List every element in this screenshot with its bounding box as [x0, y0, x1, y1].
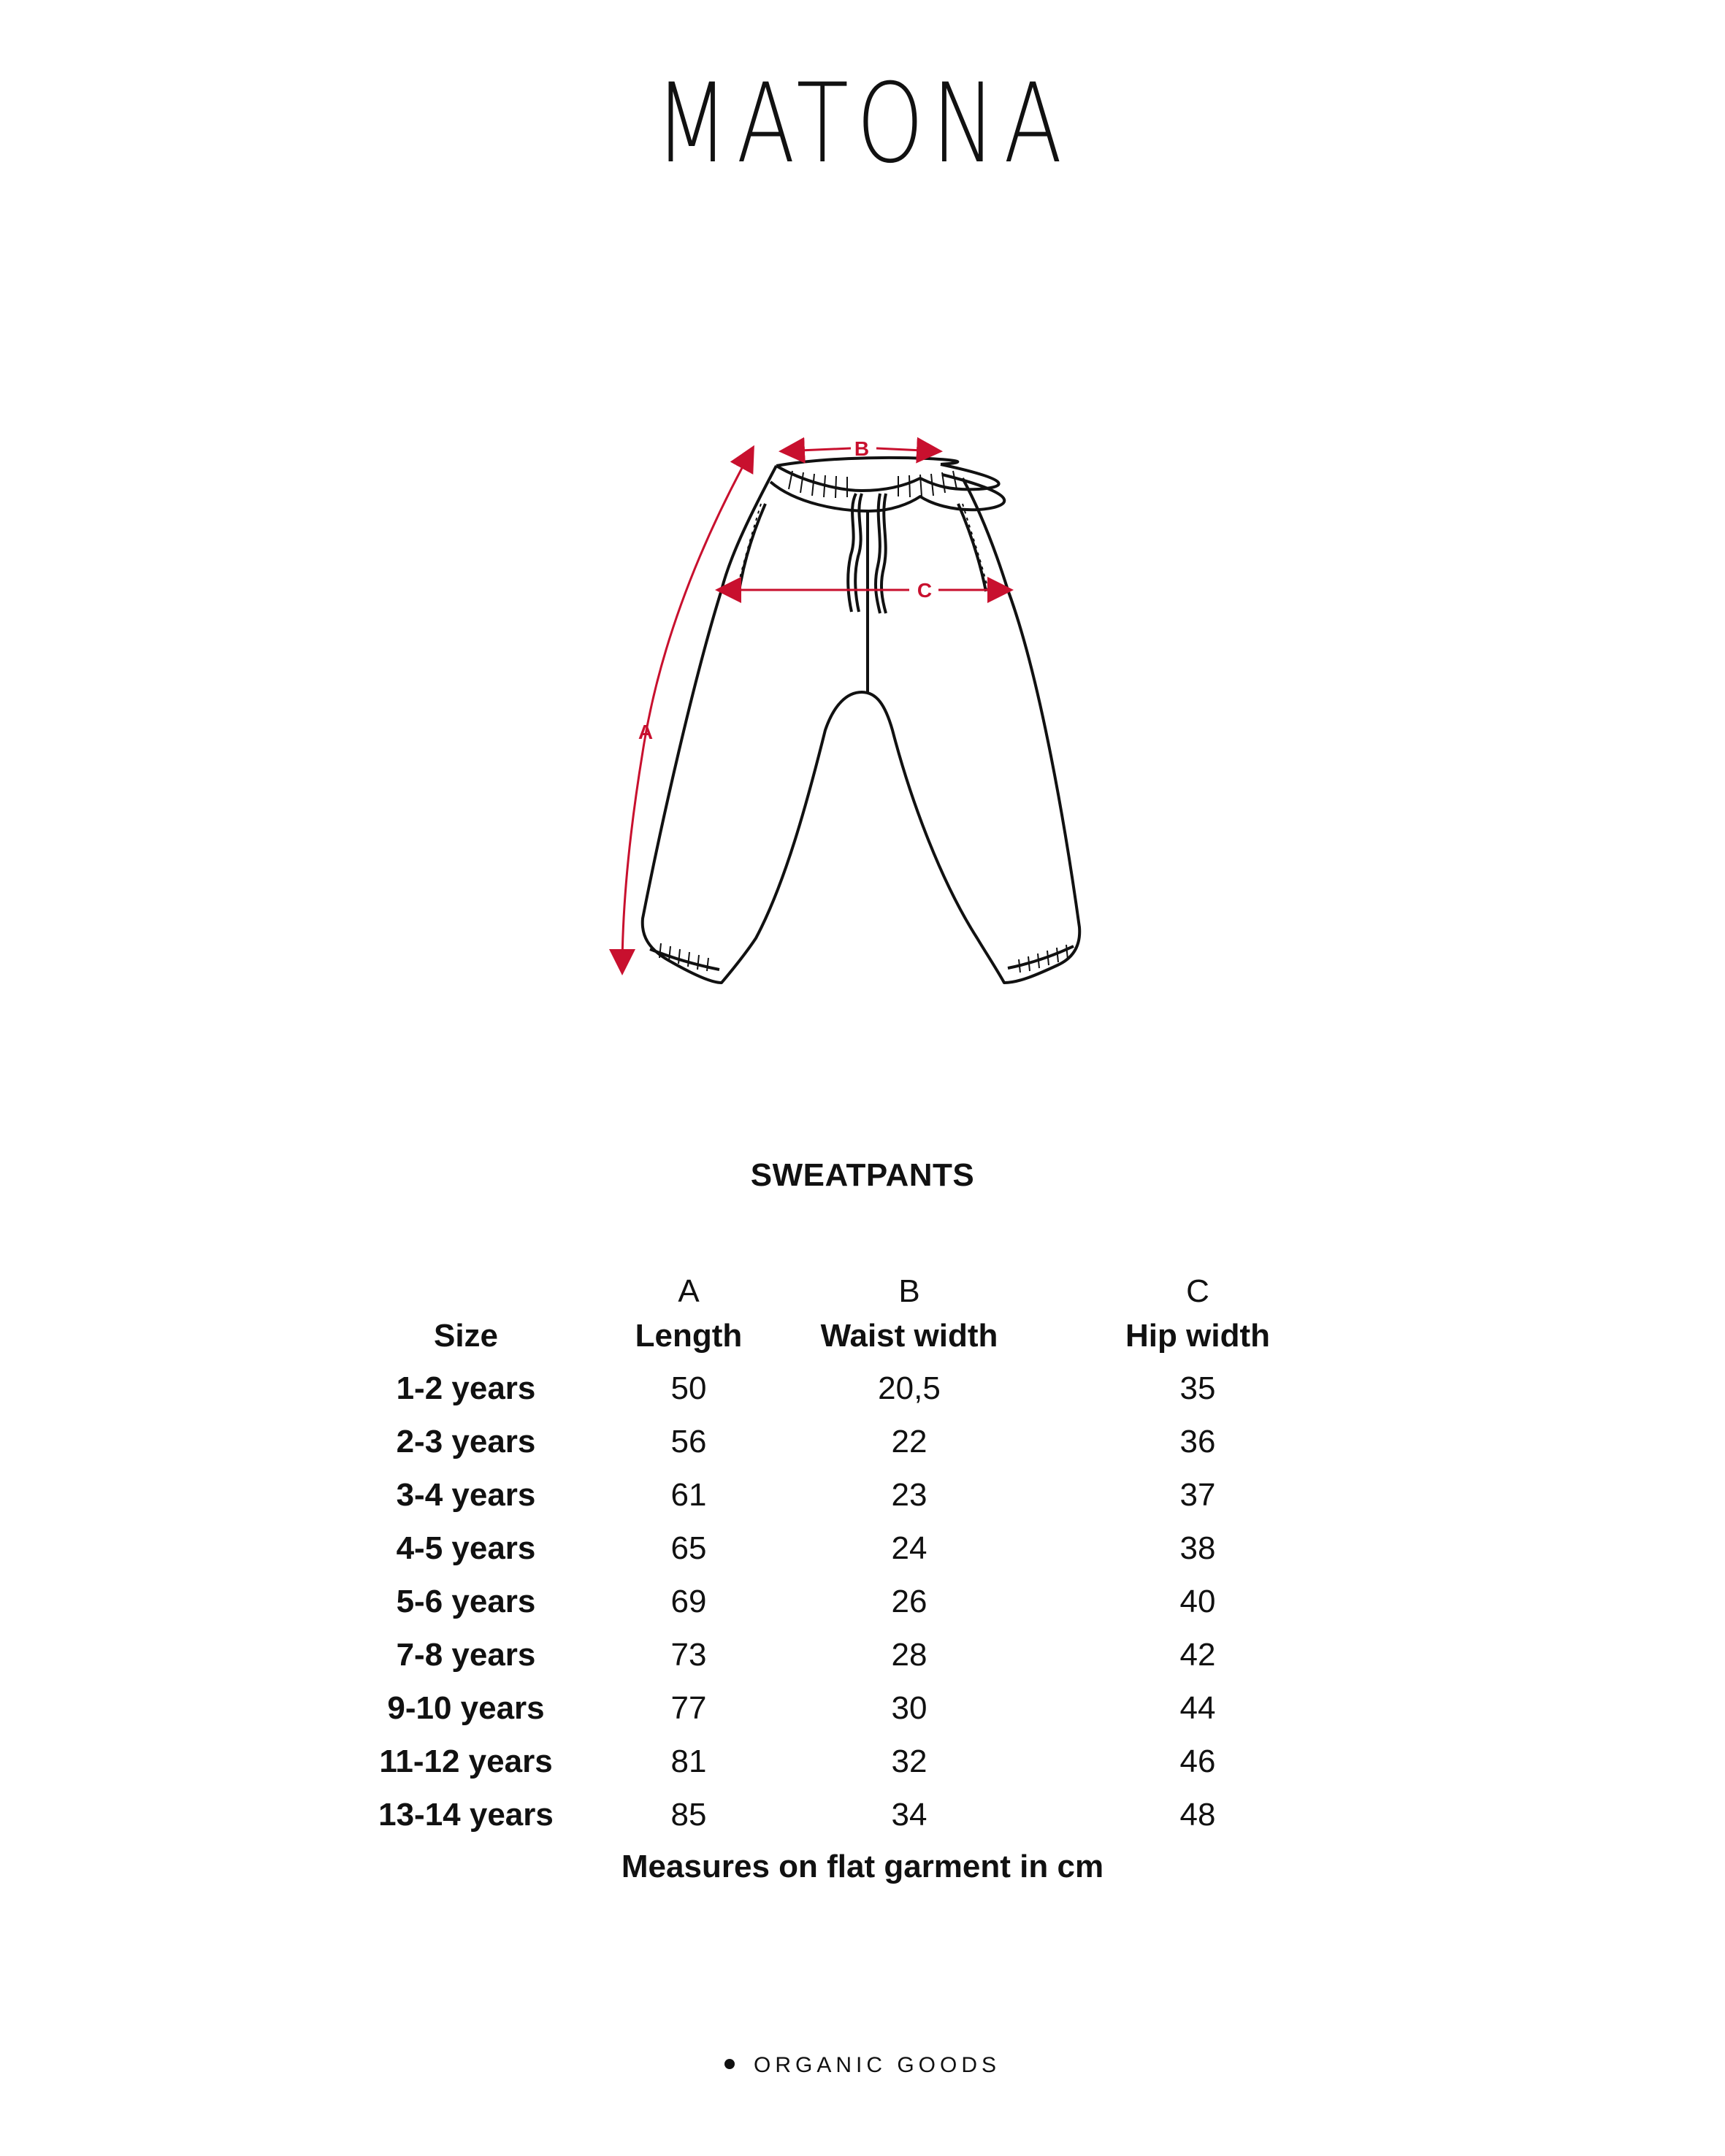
marker-b: B — [854, 437, 870, 460]
table-cell-waist: 28 — [891, 1637, 927, 1673]
footer-text: ORGANIC GOODS — [753, 2053, 1001, 2077]
column-header-hip-width: Hip width — [1125, 1318, 1270, 1354]
footer — [0, 2053, 1725, 2078]
table-cell-size: 11-12 years — [379, 1743, 553, 1779]
table-cell-length: 77 — [670, 1690, 707, 1726]
table-cell-size: 1-2 years — [396, 1370, 536, 1406]
bullet-dot-icon — [724, 2059, 735, 2069]
table-cell-size: 3-4 years — [396, 1477, 536, 1513]
table-cell-size: 2-3 years — [396, 1424, 536, 1459]
table-cell-hip: 46 — [1179, 1743, 1216, 1779]
table-cell-waist: 30 — [891, 1690, 927, 1726]
sweatpants-diagram — [0, 0, 1725, 1022]
product-title: SWEATPANTS — [750, 1157, 975, 1193]
table-cell-size: 7-8 years — [396, 1637, 536, 1673]
cuff-ribbing — [659, 943, 1068, 972]
table-cell-length: 85 — [670, 1797, 707, 1833]
table-cell-size: 13-14 years — [378, 1797, 554, 1833]
table-cell-hip: 44 — [1179, 1690, 1216, 1726]
right-cuff — [1008, 946, 1074, 968]
table-cell-waist: 26 — [891, 1584, 927, 1619]
waistband-ribbing — [789, 471, 957, 498]
table-cell-waist: 32 — [891, 1743, 927, 1779]
brand-logo: MATONA — [654, 61, 1071, 188]
table-cell-size: 9-10 years — [387, 1690, 545, 1726]
table-cell-hip: 40 — [1179, 1584, 1216, 1619]
column-header-size: Size — [433, 1318, 499, 1354]
table-cell-length: 56 — [670, 1424, 707, 1459]
table-cell-hip: 38 — [1179, 1530, 1216, 1566]
table-cell-hip: 36 — [1179, 1424, 1216, 1459]
table-cell-hip: 37 — [1179, 1477, 1216, 1513]
marker-a: A — [638, 721, 654, 743]
column-header-length: Length — [635, 1318, 743, 1354]
table-cell-hip: 48 — [1179, 1797, 1216, 1833]
table-cell-waist: 20,5 — [878, 1370, 941, 1406]
table-cell-length: 81 — [670, 1743, 707, 1779]
measure-arrow-a — [622, 449, 752, 971]
column-letter-b: B — [898, 1273, 920, 1309]
column-letter-a: A — [678, 1273, 700, 1309]
left-pocket — [739, 504, 765, 591]
table-cell-hip: 42 — [1179, 1637, 1216, 1673]
measurement-footnote: Measures on flat garment in cm — [621, 1849, 1104, 1884]
table-cell-length: 65 — [670, 1530, 707, 1566]
marker-c: C — [917, 579, 933, 602]
table-cell-waist: 34 — [891, 1797, 927, 1833]
table-cell-hip: 35 — [1179, 1370, 1216, 1406]
table-cell-length: 61 — [670, 1477, 707, 1513]
table-cell-size: 5-6 years — [396, 1584, 536, 1619]
table-cell-length: 69 — [670, 1584, 707, 1619]
column-letter-c: C — [1186, 1273, 1209, 1309]
table-cell-length: 73 — [670, 1637, 707, 1673]
column-header-waist-width: Waist width — [820, 1318, 998, 1354]
table-cell-size: 4-5 years — [396, 1530, 536, 1566]
table-cell-waist: 23 — [891, 1477, 927, 1513]
table-cell-waist: 22 — [891, 1424, 927, 1459]
table-cell-length: 50 — [670, 1370, 707, 1406]
table-cell-waist: 24 — [891, 1530, 927, 1566]
